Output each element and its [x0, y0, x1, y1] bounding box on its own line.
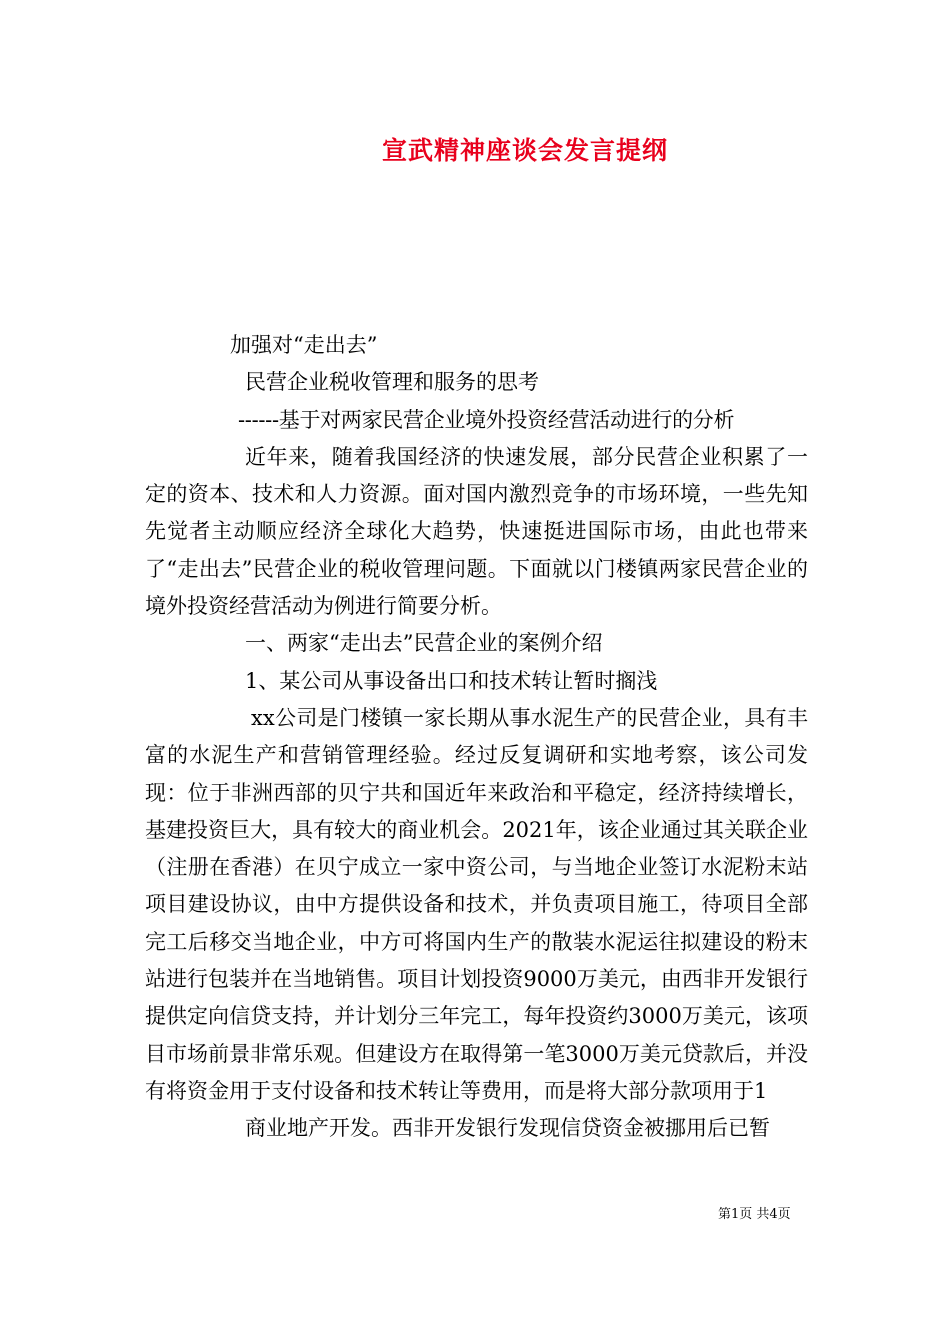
subtitle-line-3: ------基于对两家民营企业境外投资经营活动进行的分析 [238, 407, 735, 432]
subtitle-line-2: 民营企业税收管理和服务的思考 [245, 370, 539, 395]
document-body [145, 327, 808, 1148]
body-paragraph-intro: 近年来，随着我国经济的快速发展，部分民营企业积累了一定的资本、技术和人力资源。面对国内激烈竞争的市场环境，一些先知先觉者主动顺应经济全球化大趋势，快速挺进国际市场，由此也带来了“走出去”民营企业的税收管理问题。下面就以门楼镇两家民营企业的境外投资经营活动为例进行简要分析。 [145, 444, 808, 619]
document-title: 宣武精神座谈会发言提纲 [381, 136, 668, 165]
body-paragraph-continued: 商业地产开发。西非开发银行发现信贷资金被挪用后已暂 [245, 1116, 770, 1141]
subtitle-line-1: 加强对“走出去” [230, 333, 378, 357]
body-paragraph-case-1: xx公司是门楼镇一家长期从事水泥生产的民营企业，具有丰富的水泥生产和营销管理经验。经过反复调研和实地考察，该公司发现：位于非洲西部的贝宁共和国近年来政治和平稳定，经济持续增长，基建投资巨大，具有较大的商业机会。2021年，该企业通过其关联企业（注册在香港）在贝宁成立一家中资公司，与当地企业签订水泥粉末站项目建设协议，由中方提供设备和技术，并负责项目施工，待项目全部完工后移交当地企业，中方可将国内生产的散装水泥运往拟建设的粉末站进行包装并在当地销售。项目计划投资9000万美元，由西非开发银行提供定向信贷支持，并计划分三年完工，每年投资约3000万美元，该项目市场前景非常乐观。但建设方在取得第一笔3000万美元贷款后，并没有将资金用于支付设备和技术转让等费用，而是将大部分款项用于1 [145, 705, 808, 1103]
subsection-heading-1: 1、某公司从事设备出口和技术转让暂时搁浅 [245, 668, 658, 693]
section-heading-1: 一、两家“走出去”民营企业的案例介绍 [245, 631, 603, 656]
page-number: 第1页 共4页 [718, 1207, 791, 1222]
